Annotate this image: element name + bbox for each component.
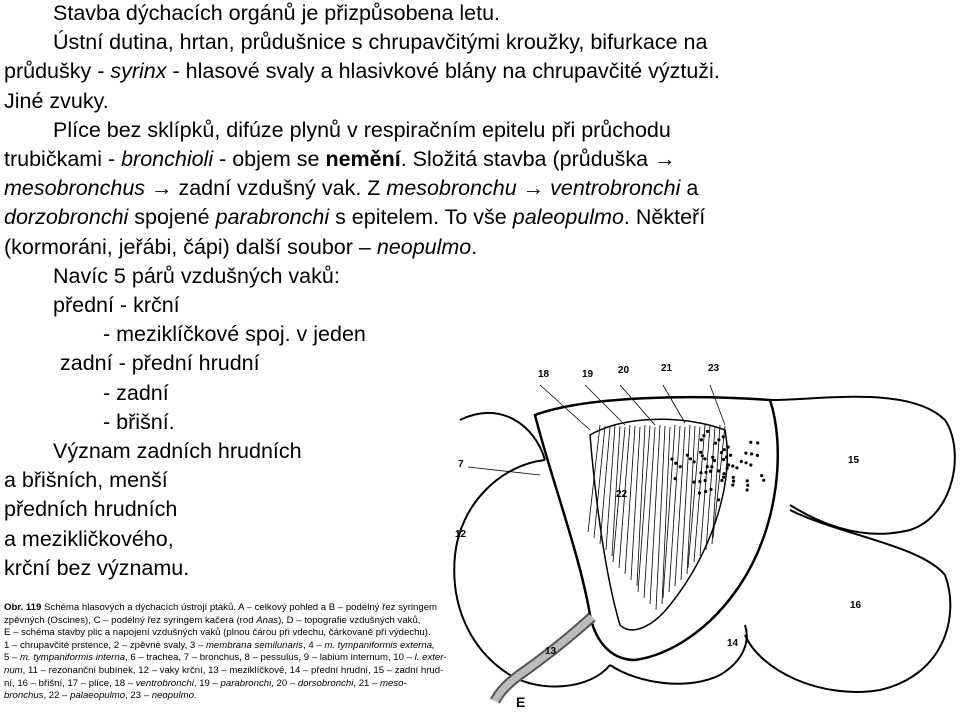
neopulmo-dot <box>732 480 735 483</box>
caption-segment: dorsobronchi <box>297 677 354 689</box>
caption-line <box>4 640 442 653</box>
parabronchus-line <box>656 426 665 610</box>
abdominal-sac <box>745 510 950 692</box>
neopulmo-dot <box>717 469 720 472</box>
text-line <box>53 292 180 318</box>
label-leaders <box>468 385 725 475</box>
text-line <box>4 555 189 581</box>
neopulmo-dot <box>704 471 707 474</box>
text-segment: mesobronchu → ventrobronchi <box>386 176 681 201</box>
parabronchus-line <box>644 427 655 598</box>
text-line <box>4 234 477 260</box>
parabronchus-line <box>625 426 635 574</box>
figure-number-label: 16 <box>850 600 862 611</box>
text-segment: - hlasové svaly a hlasivkové blány na chrupavčité výztuži. <box>166 59 720 84</box>
neopulmo-dot <box>674 462 677 465</box>
text-segment: dorzobronchi <box>4 205 129 230</box>
neopulmo-dot <box>750 452 753 455</box>
figure-number-label: 13 <box>545 646 557 657</box>
caption-segment: ), D – topografie vzdušných vaků, <box>278 614 421 626</box>
text-segment: . Někteří <box>623 205 706 230</box>
text-segment: krční bez významu. <box>4 555 190 580</box>
text-line <box>53 263 340 289</box>
caption-segment: Anas <box>256 614 279 626</box>
text-segment: - zadní <box>103 380 169 405</box>
neopulmo-dot <box>703 457 706 460</box>
figure-number-label: 14 <box>727 638 739 649</box>
neopulmo-dot <box>710 465 713 468</box>
caption-segment: E – schéma stavby plic a napojení vzdušných vaků (plnou čárou při vdechu, čárkovaně při výdechu). <box>4 627 431 639</box>
caption-segment: 1 – chrupavčité prstence, 2 – zpěvné svaly, 3 – <box>4 639 206 651</box>
parabronchus-line <box>637 425 645 586</box>
caption-segment: , 23 – <box>125 690 152 702</box>
neopulmo-dot <box>740 460 743 463</box>
parabronchus-line <box>600 427 610 544</box>
neopulmo-dot <box>698 491 701 494</box>
clavicular-sac <box>454 460 610 686</box>
caption-segment: meso- <box>380 677 407 689</box>
neopulmo-dot <box>749 463 752 466</box>
caption-segment: , 22 – <box>43 690 71 702</box>
figure-number-label: 7 <box>458 459 464 470</box>
caption-segment: . <box>193 690 197 702</box>
text-segment: syrinx <box>110 59 167 84</box>
text-line <box>53 29 707 55</box>
neopulmo-dot <box>706 465 709 468</box>
caption-segment: , 19 – <box>193 677 221 689</box>
text-line <box>4 146 676 172</box>
caption-line <box>4 615 442 628</box>
anterior-thoracic-sac <box>610 625 747 684</box>
caption-line <box>4 690 442 703</box>
text-line <box>53 438 302 464</box>
text-line <box>4 496 177 522</box>
parabronchus-line <box>669 426 680 592</box>
neopulmo-dot <box>746 488 749 491</box>
neopulmo-dot <box>693 460 696 463</box>
caption-segment: Schéma hlasových a dýchacích ústrojí ptáků. A – celkový pohled a B – podélný řez syringem <box>41 602 438 613</box>
caption-segment: membrana semilunaris <box>205 639 303 651</box>
neopulmo-dot <box>686 454 689 457</box>
text-segment: přední - krční <box>53 293 180 317</box>
caption-segment: neopulmo <box>151 690 194 702</box>
neopulmo-dot <box>679 465 682 468</box>
caption-line <box>4 602 442 615</box>
text-line <box>4 88 109 114</box>
neopulmo-dot <box>709 488 712 491</box>
text-line <box>4 526 174 552</box>
neopulmo-dot <box>729 454 732 457</box>
caption-segment: , 4 – <box>302 639 325 651</box>
parabronchus-line <box>650 425 660 604</box>
figure-caption <box>4 602 447 703</box>
neopulmo-dot <box>756 454 759 457</box>
text-segment: - objem se <box>213 147 326 171</box>
text-line <box>4 58 720 84</box>
text-segment: (kormoráni, jeřábi, čápi) další soubor – <box>4 234 377 259</box>
neopulmo-dot <box>727 446 730 449</box>
caption-segment: m. tympaniformis interna <box>20 652 126 664</box>
neopulmo-dot <box>749 441 752 444</box>
caption-line <box>4 652 447 665</box>
figure-number-label: 23 <box>708 363 720 374</box>
neopulmo-dot <box>735 466 738 469</box>
neopulmo-dot <box>701 454 704 457</box>
neopulmo-dot <box>725 456 728 459</box>
caption-segment: zpěvných (Oscines), C – podélný řez syringem kačera (rod <box>4 614 257 626</box>
caption-segment: palaeopulmo <box>70 690 126 702</box>
neopulmo-dot <box>731 483 734 486</box>
neopulmo-dot <box>744 452 747 455</box>
parabronchus-line <box>675 427 685 586</box>
text-segment: bronchioli <box>121 147 214 171</box>
neopulmo-dot <box>704 490 707 493</box>
neopulmo-dot <box>670 458 673 461</box>
text-segment: a břišních, menší <box>4 468 168 493</box>
neopulmo-dot <box>706 430 709 433</box>
figure-number-label: 21 <box>661 363 673 374</box>
neopulmo-dot <box>702 434 705 437</box>
neopulmo-dot <box>699 451 702 454</box>
bronchus <box>495 617 592 701</box>
text-line <box>53 0 500 26</box>
text-segment: trubičkami - <box>4 147 122 171</box>
text-segment: neopulmo <box>376 234 472 259</box>
text-segment: Navíc 5 párů vzdušných vaků: <box>53 263 340 288</box>
panel-letter: E <box>516 694 526 710</box>
caption-segment: Obr. 119 <box>4 602 42 613</box>
text-segment: mesobronchus <box>4 176 146 201</box>
caption-line <box>4 678 442 691</box>
text-segment: paleopulmo <box>512 205 624 230</box>
neopulmo-dot <box>704 479 707 482</box>
text-segment: Plíce bez sklípků, difúze plynů v respiračním epitelu při průchodu <box>53 117 671 142</box>
text-segment: - meziklíčkové spoj. v jeden <box>103 322 366 347</box>
neopulmo-dot <box>723 448 726 451</box>
neopulmo-dot <box>674 477 677 480</box>
caption-segment: ní, 16 – břišní, 17 – plíce, 18 – <box>4 677 136 689</box>
text-segment: . Složitá stavba (průduška → <box>400 147 676 171</box>
text-segment: s epitelem. To vše <box>329 205 513 230</box>
neopulmo-dot <box>720 451 723 454</box>
caption-segment: l. exter- <box>414 652 447 664</box>
lung-outline <box>535 397 778 660</box>
text-segment: - břišní. <box>103 409 175 434</box>
text-segment: . <box>471 234 478 259</box>
lung-air-sac-diagram <box>440 355 955 710</box>
figure-number-label: 19 <box>582 369 594 380</box>
neopulmo-dot <box>709 470 712 473</box>
text-line <box>103 409 175 435</box>
neopulmo-dot <box>714 442 717 445</box>
neopulmo-dot <box>717 438 720 441</box>
text-line <box>60 350 260 376</box>
caption-segment: , 20 – <box>271 677 298 689</box>
text-segment: nemění <box>325 147 401 171</box>
neopulmo-dot <box>731 464 734 467</box>
neopulmo-dot <box>711 456 714 459</box>
neopulmo-dot <box>722 472 725 475</box>
text-segment: Ústní dutina, hrtan, průdušnice s chrupavčitými kroužky, bifurkace na <box>53 30 708 55</box>
text-segment: zadní - přední hrudní <box>60 351 260 376</box>
figure-number-label: 12 <box>455 529 467 540</box>
figure-number-label: 22 <box>616 489 628 500</box>
cervical-sac <box>460 413 545 460</box>
neopulmo-dot <box>732 476 735 479</box>
text-segment: Význam zadních hrudních <box>53 439 302 463</box>
parabronchi-hatching <box>588 425 725 610</box>
caption-segment: ventrobronchi <box>135 677 194 689</box>
caption-line <box>4 627 442 640</box>
neopulmo-dot <box>722 458 725 461</box>
text-segment: Stavba dýchacích orgánů je přizpůsobena letu. <box>53 1 501 25</box>
text-segment: a <box>680 176 699 201</box>
neopulmo-dot <box>722 476 725 479</box>
neopulmo-dot <box>756 441 759 444</box>
text-line <box>103 380 169 406</box>
neopulmo-dot <box>717 498 720 501</box>
neopulmo-dot <box>713 459 716 462</box>
neopulmo-dot <box>720 479 723 482</box>
text-line <box>4 175 698 201</box>
text-segment: a mezikličkového, <box>4 526 174 551</box>
text-segment: průdušky - <box>4 59 111 84</box>
caption-segment: bronchus <box>4 690 44 702</box>
neopulmo-dot <box>746 479 749 482</box>
text-segment: předních hrudních <box>4 497 178 522</box>
caption-segment: 5 – <box>4 652 21 664</box>
figure-number-label: 20 <box>618 365 630 376</box>
text-segment: Jiné zvuky. <box>4 88 109 113</box>
caption-segment: m. tympaniformis externa, <box>324 639 435 651</box>
caption-segment: , 11 – rezonanční bubínek, 12 – vaky krční, 13 – meziklíčkové, 14 – přední hrudní, 15 – zadní hrud- <box>22 664 444 676</box>
neopulmo-dot <box>760 474 763 477</box>
neopulmo-dot <box>693 481 696 484</box>
neopulmo-dot <box>746 484 749 487</box>
caption-segment: , 6 – trachea, 7 – bronchus, 8 – pessulus, 9 – labium internum, 10 – <box>125 652 415 664</box>
text-line <box>53 117 671 143</box>
text-line <box>103 321 366 347</box>
neopulmo-dot <box>762 479 765 482</box>
neopulmo-dot <box>722 435 725 438</box>
neopulmo-dot <box>745 461 748 464</box>
figure-number-label: 18 <box>538 369 550 380</box>
text-segment: spojené <box>128 205 216 230</box>
text-line <box>4 204 705 230</box>
text-segment: parabronchi <box>215 205 330 230</box>
caption-segment: , 21 – <box>353 677 381 689</box>
text-segment: → zadní vzdušný vak. Z <box>145 176 387 201</box>
neopulmo-dot <box>700 438 703 441</box>
neopulmo-dot <box>727 463 730 466</box>
caption-line <box>4 665 442 678</box>
text-line <box>4 467 168 493</box>
neopulmo-dot <box>689 457 692 460</box>
caption-segment: num <box>4 664 23 676</box>
neopulmo-dot <box>726 467 729 470</box>
caption-segment: parabronchi <box>220 677 272 689</box>
neopulmo-dot <box>699 471 702 474</box>
neopulmo-dot <box>698 480 701 483</box>
figure-number-label: 15 <box>848 455 860 466</box>
